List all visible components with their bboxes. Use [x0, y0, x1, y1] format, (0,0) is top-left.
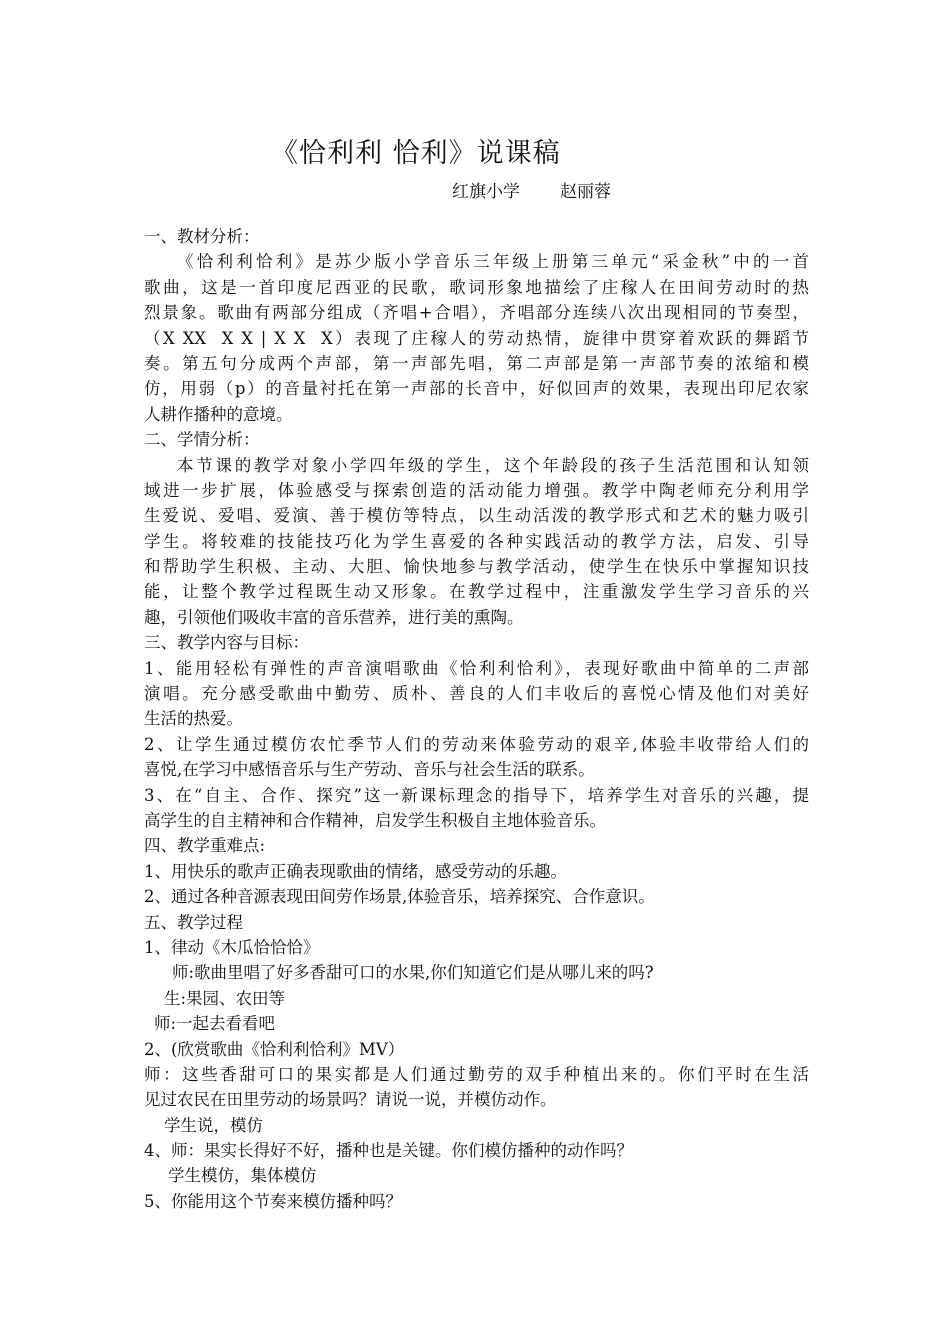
- paragraph-line: （X XX X X | X X X）表现了庄稼人的劳动热情，旋律中贯穿着欢跃的舞蹈节: [144, 328, 809, 348]
- paragraph-line: 学生。将较难的技能技巧化为学生喜爱的各种实践活动的教学方法，启发、引导: [144, 531, 809, 551]
- school-name: 红旗小学: [452, 182, 520, 202]
- paragraph-line: 烈景象。歌曲有两部分组成（齐唱+合唱），齐唱部分连续八次出现相同的节奏型，: [144, 303, 809, 323]
- paragraph-line: 3、在“自主、合作、探究”这一新课标理念的指导下，培养学生对音乐的兴趣，提: [144, 785, 809, 805]
- paragraph-line: 歌曲，这是一首印度尼西亚的民歌，歌词形象地描绘了庄稼人在田间劳动时的热: [144, 277, 809, 297]
- paragraph-line: 和帮助学生积极、主动、大胆、愉快地参与教学活动，使学生在快乐中掌握知识技: [144, 557, 809, 577]
- paragraph-line: 见过农民在田里劳动的场景吗？请说一说，并模仿动作。: [144, 1090, 557, 1110]
- section-heading: 二、学情分析：: [144, 430, 260, 450]
- section-heading: 四、教学重难点:: [144, 836, 266, 856]
- paragraph-line: 5、你能用这个节奏来模仿播种吗？: [144, 1191, 402, 1211]
- paragraph-line: 2、通过各种音源表现田间劳作场景,体验音乐，培养探究、合作意识。: [144, 887, 655, 907]
- paragraph-line: 本节课的教学对象小学四年级的学生，这个年龄段的孩子生活范围和认知领: [177, 455, 809, 475]
- paragraph-line: 能，让整个教学过程既生动又形象。在教学过程中，注重激发学生学习音乐的兴: [144, 582, 809, 602]
- paragraph-line: 域进一步扩展，体验感受与探索创造的活动能力增强。教学中陶老师充分利用学: [144, 480, 809, 500]
- section-heading: 五、教学过程: [144, 912, 243, 932]
- author-line: [452, 177, 611, 202]
- section-heading: 三、教学内容与目标：: [144, 633, 309, 653]
- section-heading: 一、教材分析：: [144, 227, 260, 246]
- paragraph-line: 2、让学生通过模仿农忙季节人们的劳动来体验劳动的艰辛,体验丰收带给人们的: [144, 734, 809, 754]
- paragraph-line: 师：这些香甜可口的果实都是人们通过勤劳的双手种植出来的。你们平时在生活: [144, 1064, 809, 1084]
- document-body: [144, 224, 809, 1214]
- dialogue-line: 师:一起去看看吧: [154, 1014, 276, 1034]
- paragraph-line: 1、能用轻松有弹性的声音演唱歌曲《恰利利恰利》，表现好歌曲中简单的二声部: [144, 658, 809, 678]
- paragraph-line: 2、(欣赏歌曲《恰利利恰利》MV）: [144, 1039, 405, 1059]
- paragraph-line: 1、用快乐的歌声正确表现歌曲的情绪，感受劳动的乐趣。: [144, 861, 567, 881]
- dialogue-line: 学生模仿，集体模仿: [168, 1166, 317, 1186]
- paragraph-line: 奏。第五句分成两个声部，第一声部先唱，第二声部是第一声部节奏的浓缩和模: [144, 353, 809, 373]
- author-name: 赵丽蓉: [560, 182, 611, 202]
- paragraph-line: 《恰利利恰利》是苏少版小学音乐三年级上册第三单元“采金秋”中的一首: [177, 252, 809, 272]
- paragraph-line: 演唱。充分感受歌曲中勤劳、质朴、善良的人们丰收后的喜悦心情及他们对美好: [144, 684, 809, 704]
- paragraph-line: 高学生的自主精神和合作精神，启发学生积极自主地体验音乐。: [144, 810, 606, 830]
- dialogue-line: 学生说，模仿: [164, 1115, 263, 1135]
- dialogue-line: 生:果园、农田等: [164, 988, 286, 1008]
- paragraph-line: 人耕作播种的意境。: [144, 404, 293, 424]
- paragraph-line: 4、师：果实长得好不好，播种也是关键。你们模仿播种的动作吗？: [144, 1141, 633, 1161]
- paragraph-line: 喜悦,在学习中感悟音乐与生产劳动、音乐与社会生活的联系。: [144, 760, 595, 780]
- paragraph-line: 生爱说、爱唱、爱演、善于模仿等特点，以生动活泼的教学形式和艺术的魅力吸引: [144, 506, 809, 526]
- paragraph-line: 生活的热爱。: [144, 709, 243, 729]
- paragraph-line: 仿，用弱（p）的音量衬托在第一声部的长音中，好似回声的效果，表现出印尼农家: [144, 379, 809, 399]
- dialogue-line: 师:歌曲里唱了好多香甜可口的水果,你们知道它们是从哪儿来的吗?: [172, 963, 654, 983]
- document-title: 《恰利利 恰利》说课稿: [271, 138, 561, 169]
- paragraph-line: 1、律动《木瓜恰恰恰》: [144, 937, 320, 957]
- paragraph-line: 趣，引领他们吸收丰富的音乐营养，进行美的熏陶。: [144, 607, 524, 627]
